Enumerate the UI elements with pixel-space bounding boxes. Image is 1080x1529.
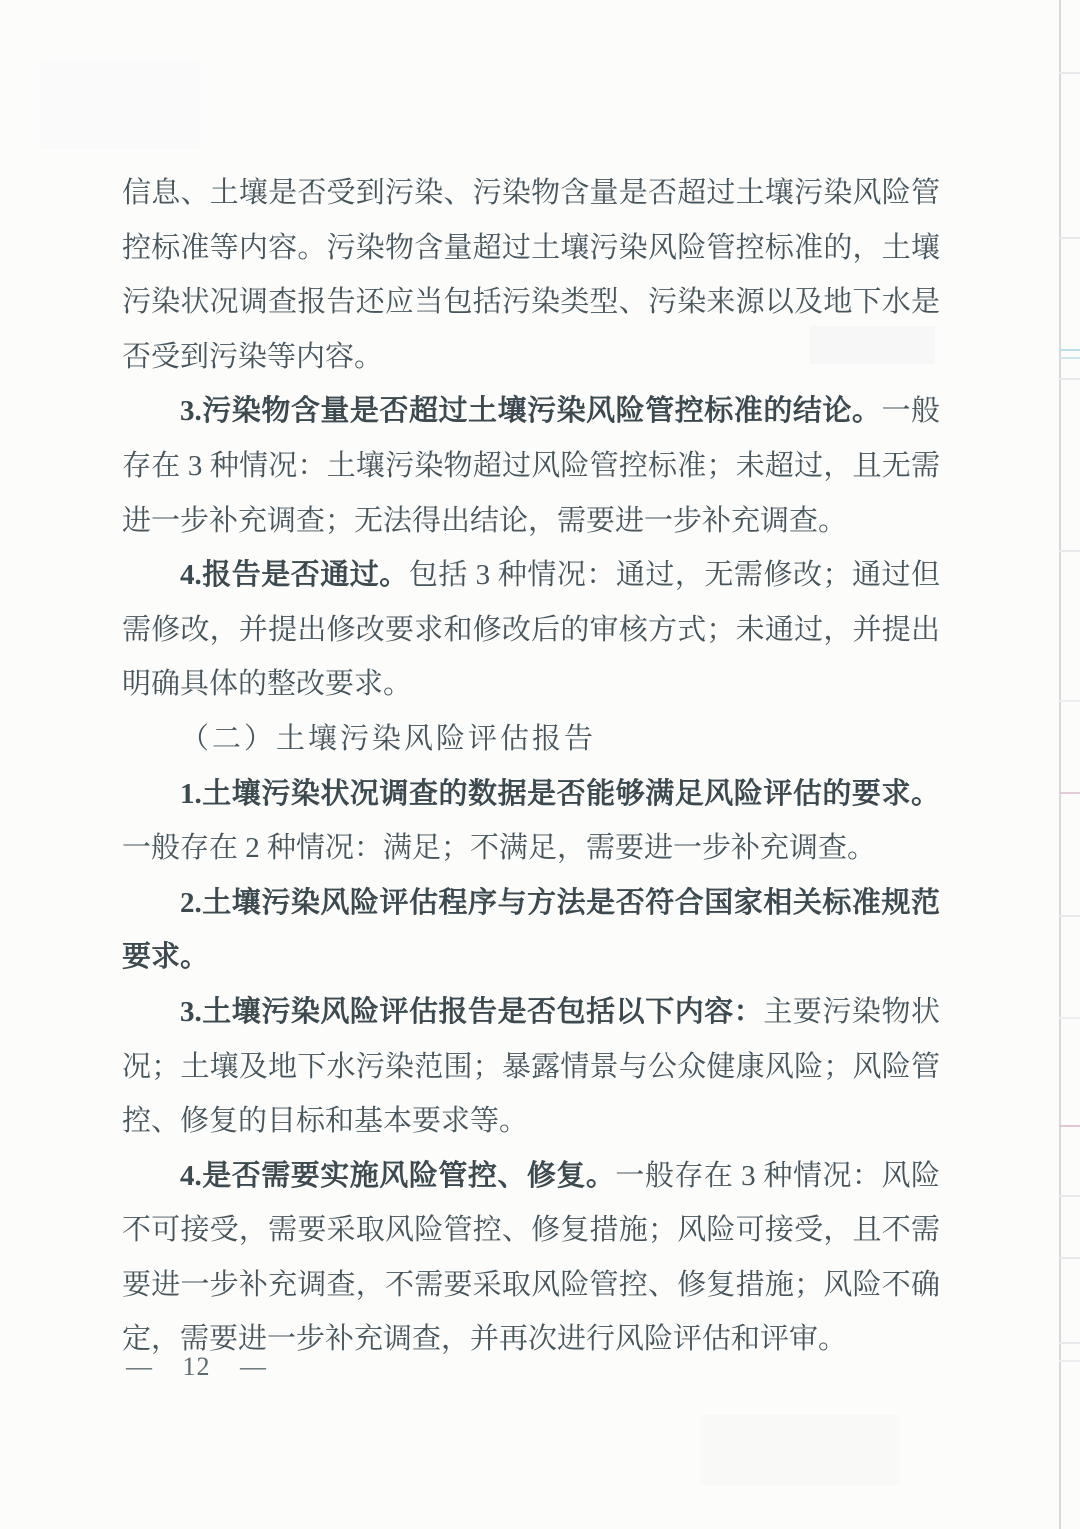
page-number: — 12 — xyxy=(126,1352,267,1381)
ruled-line-stub xyxy=(1059,349,1080,351)
body-text: 一般存在 3 种情况：土壤污染物超过风险管控标准；未超过，且无需进一步补充调查；无法得出结论，需要进一步补充调查。 xyxy=(122,395,940,537)
ruled-line-stub xyxy=(1059,1017,1080,1019)
ruled-line-stub xyxy=(1059,1195,1080,1197)
emphasis-text: 3.土壤污染风险评估报告是否包括以下内容： xyxy=(180,995,764,1028)
body-text: 一般存在 2 种情况：满足；不满足，需要进一步补充调查。 xyxy=(122,832,877,865)
paragraph xyxy=(122,985,940,1149)
page-edge-line xyxy=(1059,0,1061,1529)
emphasis-text: 3.污染物含量是否超过土壤污染风险管控标准的结论。 xyxy=(180,395,882,428)
body-text: 主要污染物状况；土壤及地下水污染范围；暴露情景与公众健康风险；风险管控、修复的目标和基本要求等。 xyxy=(122,995,940,1138)
section-heading xyxy=(122,712,940,767)
ruled-line-stub xyxy=(1059,1360,1080,1362)
ruled-line-stub xyxy=(1059,550,1080,552)
ruled-line-stub xyxy=(1059,792,1080,794)
body-text: （二）土壤污染风险评估报告 xyxy=(180,722,597,755)
paragraph xyxy=(122,1149,940,1367)
ruled-line-stub xyxy=(1059,378,1080,380)
ruled-line-stub xyxy=(1059,915,1080,917)
paragraph xyxy=(122,548,940,712)
paragraph xyxy=(122,767,940,876)
emphasis-text: 4.报告是否通过。 xyxy=(180,559,409,592)
ruled-line-stub xyxy=(1059,700,1080,702)
scan-noise xyxy=(700,1415,900,1485)
paragraph xyxy=(122,166,940,384)
body-text: 一般存在 3 种情况：风险不可接受，需要采取风险管控、修复措施；风险可接受，且不需要进一步补充调查，不需要采取风险管控、修复措施；风险不确定，需要进一步补充调查，并再次进行风险评估和评审。 xyxy=(122,1159,940,1356)
ruled-line-stub xyxy=(1059,1257,1080,1259)
emphasis-text: 2.土壤污染风险评估程序与方法是否符合国家相关标准规范要求。 xyxy=(122,886,940,974)
body-text: 包括 3 种情况：通过，无需修改；通过但需修改，并提出修改要求和修改后的审核方式；未通过，并提出明确具体的整改要求。 xyxy=(122,559,940,701)
ruled-line-stub xyxy=(1059,1125,1080,1127)
paragraph xyxy=(122,384,940,548)
document-text-block xyxy=(122,166,940,1367)
ruled-line-stub xyxy=(1059,72,1080,74)
ruled-line-stub xyxy=(1059,1342,1080,1344)
paragraph xyxy=(122,876,940,985)
emphasis-text: 4.是否需要实施风险管控、修复。 xyxy=(180,1159,616,1192)
ruled-line-stub xyxy=(1059,237,1080,239)
ruled-line-stub xyxy=(1059,357,1080,359)
emphasis-text: 1.土壤污染状况调查的数据是否能够满足风险评估的要求。 xyxy=(180,777,940,810)
scan-noise xyxy=(40,60,200,150)
body-text: 信息、土壤是否受到污染、污染物含量是否超过土壤污染风险管控标准等内容。污染物含量超过土壤污染风险管控标准的，土壤污染状况调查报告还应当包括污染类型、污染来源以及地下水是否受到污染等内容。 xyxy=(122,177,940,373)
